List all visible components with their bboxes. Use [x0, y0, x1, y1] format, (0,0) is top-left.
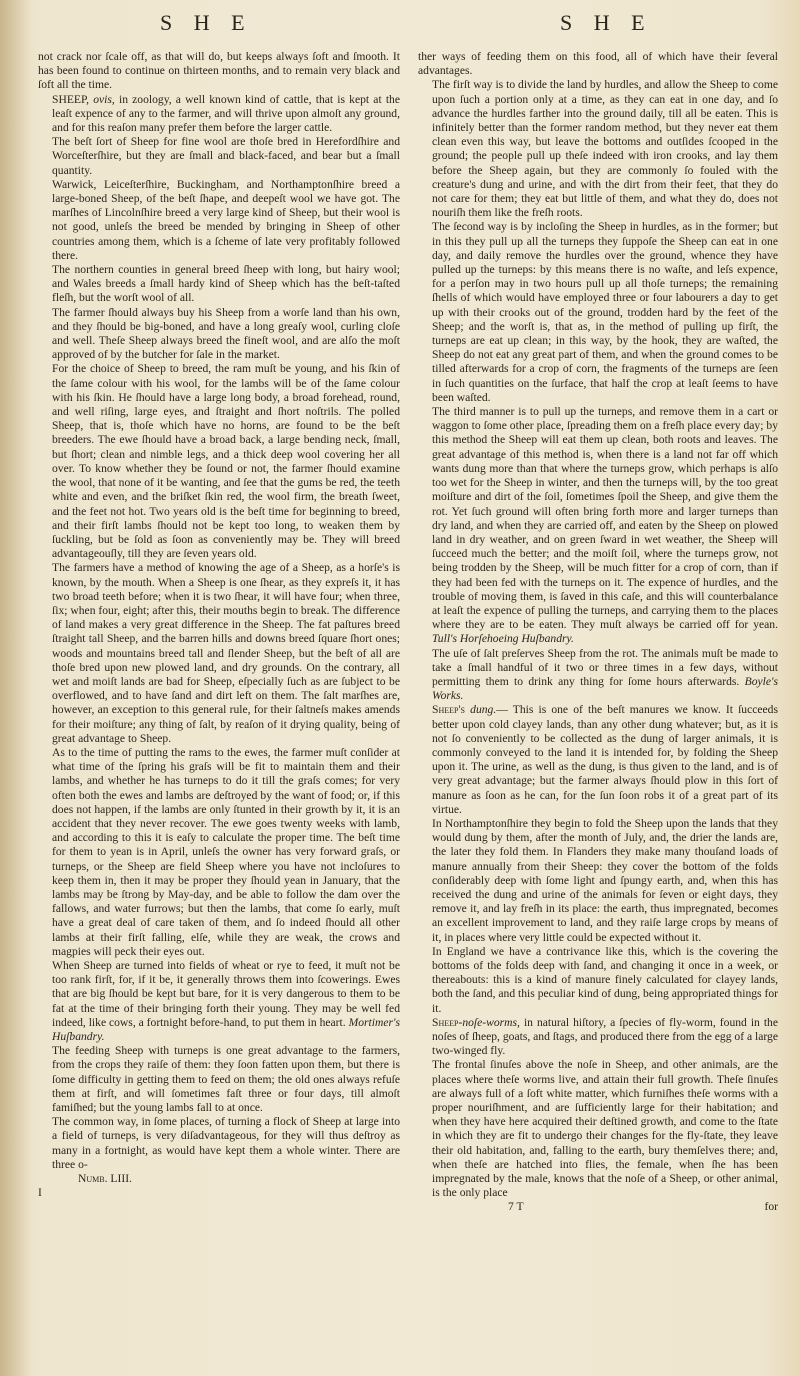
paragraph: The farmers have a method of knowing the age of a Sheep, as a horſe's is known, by the mouth. When a Sheep is one ſhear, as they expreſs it, it has two broad teeth before; when it is two ſhear, it will have four; when three, ſix; when four, eight; after this, their mouths begin to break. The difference of land makes a very great difference in the Sheep. The fat paſtures breed ſtraight tall Sheep, and the barren hills and downs breed ſquare ſhort ones; woods and mountains breed tall and ſlender Sheep, but the beſt of all are thoſe bred upon new plowed land, and dry grounds. On the contrary, all wet and moiſt lands are bad for Sheep, eſpecially ſuch as are ſubject to be overflowed, and to have ſand and dirt left on them. The ſalt marſhes are, however, an exception to this general rule, for their ſaltneſs makes amends for their moiſture; any thing of ſalt, by reaſon of it drying quality, being of great advantage to Sheep. [52, 561, 400, 745]
paragraph: The third manner is to pull up the turneps, and remove them in a cart or waggon to ſome other place, ſpreading them on a freſh place every day; by this method the Sheep will eat them up clean, both roots and leaves. The great advantage of this method is, when there is a land not far off which wants dung more than that where the turneps grow, which perhaps is alſo too wet for the Sheep in winter, and then the turneps will, by the too great moiſture and dirt of the ſoil, ſometimes ſpoil the Sheep, and give them the rot. Yet ſuch ground will often bring forth more and larger turneps than dry land, and when they are carried off, and eaten by the Sheep on plowed land in dry weather, and on green ſward in wet weather, the Sheep will ſucceed much the better; and the moiſt ſoil, where the turneps grow, not being trodden by the Sheep, will be much fitter for a crop of corn, than if they had been fed with the turneps on it. The expence of hurdles, and the trouble of moving them, is ſaved in this caſe, and this will counterbalance at leaſt the expence of pulling the turneps, and carrying them to the places where they are to be eaten. They muſt always be carried off for yean. Tull's Horſehoeing Huſbandry. [432, 405, 778, 646]
paragraph: not crack nor ſcale off, as that will do, but keeps always ſoft and ſmooth. It has been found to continue on thirteen months, and to remain very black and ſoft all the time. [38, 50, 400, 92]
entry-sheep [38, 93, 400, 136]
header-left: S H E [160, 10, 253, 35]
paragraph: The frontal ſinuſes above the noſe in Sheep, and other animals, are the places where theſe worms live, and attain their full growth. Theſe ſinuſes are always full of a ſoft white matter, which furniſhes theſe worms with a proper nouriſhment, and are ſufficiently large for their habitation; and when they have here acquired their deſtined growth, and come to the ſtate in which they are fit to undergo their changes for the fly-ſtate, they leave their old habitation, and, falling to the earth, bury themſelves there; and, when theſe are hatched into flies, the female, when ſhe has been impregnated by the male, knows that the noſe of a Sheep, or other animal, is the only place [432, 1058, 778, 1200]
paragraph: For the choice of Sheep to breed, the ram muſt be young, and his ſkin of the ſame colour with his wool, for the lambs will be of the ſame colour with his ſkin. He ſhould have a large long body, a broad forehead, round, and well riſing, large eyes, and ſtraight and ſhort noſtrils. The polled Sheep, that is, thoſe which have no horns, are found to be the beſt breeders. The ewe ſhould have a broad back, a large bending neck, ſmall, but ſhort; clean and nimble legs, and a thick deep wool covering her all over. To know whether they be ſound or not, the farmer ſhould examine the wool, that none of it be wanting, and ſee that the gums be red, the teeth white and even, and the briſket ſkin red, the wool firm, the breath ſweet, and the feet not hot. Two years old is the beſt time for beginning to breed, and their firſt lambs ſhould not be kept too long, to weaken them by ſuckling, but be ſold as ſoon as conveniently may be. They will breed advantageouſly, till they are ſeven years old. [52, 362, 400, 561]
paragraph: The beſt ſort of Sheep for fine wool are thoſe bred in Herefordſhire and Worceſterſhire, but they are ſmall and black-faced, and bear but a ſmall quantity. [52, 135, 400, 177]
header-right: S H E [560, 10, 653, 35]
headword: Sheep [432, 1015, 459, 1029]
paragraph: ther ways of feeding them on this food, all of which have their ſeveral advantages. [418, 50, 778, 78]
citation: Boyle's Works. [432, 674, 778, 703]
entry-text: in zoology, a well known kind of cattle, that is kept at the leaſt expence of any to the farmer, and will thrive upon almoſt any ground, and for this reaſon many prefer them before the larger cattle. [52, 92, 400, 135]
paragraph: The ſecond way is by incloſing the Sheep in hurdles, as in the former; but in this they pull up all the turneps they ſuppoſe the Sheep can eat in one day, and daily remove the hurdles over the ground, whence they have pulled up the turneps: by this means there is no waſte, and leſs expence, for a perſon may in two hours pull up all thoſe turneps; the remaining ſhells of which would have employed three or four labourers a day to get up with their crooks out of the ground, trodden hard by the feet of the Sheep; and the worſt is, that as, in the method of pulling up firſt, the turneps are eat up clean; in this way, by the hook, they are waſted, the Sheep do not eat any great part of them, and when the ground comes to be tilled afterwards for a crop of corn, the fragments of the turneps are ſeen in ſuch quantities on the ſurface, that half the crop at leaſt ſeems to have been waſted. [432, 220, 778, 404]
entry-sheep-nose-worms: Sheep-noſe-worms, in natural hiſtory, a ſpecies of fly-worm, found in the noſes of ſheep, goats, and ſtags, and produced there from the egg of a large two-winged fly. [432, 1015, 778, 1058]
latin-name: ovis, [93, 92, 115, 106]
paragraph: The firſt way is to divide the land by hurdles, and allow the Sheep to come upon ſuch a portion only at a time, as they can eat in one day, and ſo advance the hurdles farther into the ground daily, till all be eaten. This is infinitely better than the former random method, but they never eat them clean even this way, but leave the bottoms and outſides ſcooped in the ground; the people pull up theſe indeed with iron crooks, and lay them before the Sheep again, but they are commonly ſo fouled with the creature's dung and urine, and with the dirt from their feet, that they do not care for them; they eat but little of them, and what they do, does not nouriſh them like the freſh roots. [432, 78, 778, 220]
paragraph: In Northamptonſhire they begin to fold the Sheep upon the lands that they would dung by them, after the month of July, and, the drier the lands are, the later they fold them. In Flanders they make many thouſand loads of manure annually from their Sheep: they cover the bottom of the folds conſiderably deep with ſome light and ſpungy earth, and, when this has received the dung and urine of the animals for ſeven or eight days, they remove it, and lay freſh in its place: the earth, thus impregnated, becomes an excellent improvement to land, and they raiſe large crops by means of it, in places where very little could be expected without it. [432, 816, 778, 944]
headword: SHEEP, [52, 92, 90, 106]
entry-sheeps-dung: Sheep's dung.— This is one of the beſt manures we know. It ſucceeds better upon cold clayey lands, than any other dung whatever; but, as it is not ſo conveniently to be collected as the dung of larger animals, it is commonly conveyed to the land it is intended for, by folding the Sheep upon it. The urine, as well as the dung, is thus given to the land, and is of very great advantage; but the farmer always ſhould plow in this ſort of manure as ſoon as he can, for the ſun ſoon robs it of a great part of its virtue. [432, 703, 778, 816]
running-header [0, 10, 800, 40]
left-column [38, 50, 400, 1200]
paragraph: The northern counties in general breed ſheep with long, but hairy wool; and Wales breeds a ſmall hardy kind of Sheep which has the beſt-taſted fleſh, but the worſt wool of all. [52, 263, 400, 305]
paragraph: Warwick, Leiceſterſhire, Buckingham, and Northamptonſhire breed a large-boned Sheep, of the beſt ſhape, and deepeſt wool we have got. The marſhes of Lincolnſhire breed a very large kind of Sheep, but their wool is not good, unleſs the breed be mended by bringing in Sheep of other countries among them, which is a ſcheme of late very profitably followed there. [52, 177, 400, 262]
paragraph: The common way, in ſome places, of turning a flock of Sheep at large into a field of turneps, is very diſadvantageous, for they will thus deſtroy as many in a fortnight, as would have kept them a whole winter. There are three o- [52, 1115, 400, 1171]
footer-line [418, 1200, 778, 1214]
paragraph: When Sheep are turned into fields of wheat or rye to feed, it muſt not be too rank firſt, for, if it be, it generally throws them into ſcowerings. Ewes that are big ſhould be kept but bare, for it is very dangerous to them to be fat at the time of their bringing forth their young. They may be well fed indeed, like cows, a fortnight before-hand, to put them in heart. Mortimer's Huſbandry. [52, 959, 400, 1044]
citation: Tull's Horſehoeing Huſbandry. [432, 632, 574, 646]
sheet-signature: I [38, 1186, 42, 1200]
paragraph: In England we have a contrivance like this, which is the covering the bottoms of the folds deep with ſand, and changing it once in a week, or thereabouts: this is a kind of manure finely calculated for clayey lands, both the ſand, and this peculiar kind of dung, being appropriated things for it. [432, 944, 778, 1015]
right-column [418, 50, 778, 1215]
paragraph: The uſe of ſalt preſerves Sheep from the rot. The animals muſt be made to take a ſmall handful of it two or three times in a few days, without permitting them to drink any thing for ſome hours afterwards. Boyle's Works. [432, 646, 778, 703]
page-edge-shadow [0, 0, 30, 1376]
number-signature: Numb. LIII. [78, 1172, 132, 1186]
citation: Mortimer's Huſbandry. [52, 1015, 400, 1044]
paragraph: The feeding Sheep with turneps is one great advantage to the farmers, from the crops they raiſe of them: they ſoon fatten upon them, but there is ſome difficulty in getting them to feed on them; the old ones always refuſe them at firſt, and will ſometimes faſt three or four days, till almoſt famiſhed; but the young lambs fall to at once. [52, 1044, 400, 1115]
headword: Sheep's [432, 703, 465, 717]
sheet-signature: 7 T [508, 1200, 524, 1214]
paragraph: As to the time of putting the rams to the ewes, the farmer muſt conſider at what time of the ſpring his graſs will be fit to maintain them and their lambs, and whether he has turneps to do it till the graſs comes; for very often both the ewes and lambs are deſtroyed by the want of food; or, if this does not happen, if the lambs are only ſtunted in their growth by it, it is an accident that they never recover. The ewe goes twenty weeks with lamb, and according to this it is eaſy to calculate the proper time. The beſt time for them to yean is in April, unleſs the owner has very forward graſs, or turneps, or the Sheep are field Sheep where you have not incloſures to keep them in, then it may be proper they ſhould yean in January, that the lambs may be ſtrong by May-day, and be able to follow the dam over the fallows, and water furrows; but then the lambs, that come ſo early, muſt have a great deal of care taken of them, and ſo indeed ſhould all other lambs at their firſt falling, elſe, while they are weak, the crows and magpies will peck their eyes out. [52, 745, 400, 958]
paragraph: The farmer ſhould always buy his Sheep from a worſe land than his own, and they ſhould be big-boned, and have a long greaſy wool, curling cloſe and well. Theſe Sheep always breed the fineſt wool, and are alſo the moſt approved of by the butcher for ſale in the market. [52, 305, 400, 362]
catchword: for [764, 1200, 778, 1214]
